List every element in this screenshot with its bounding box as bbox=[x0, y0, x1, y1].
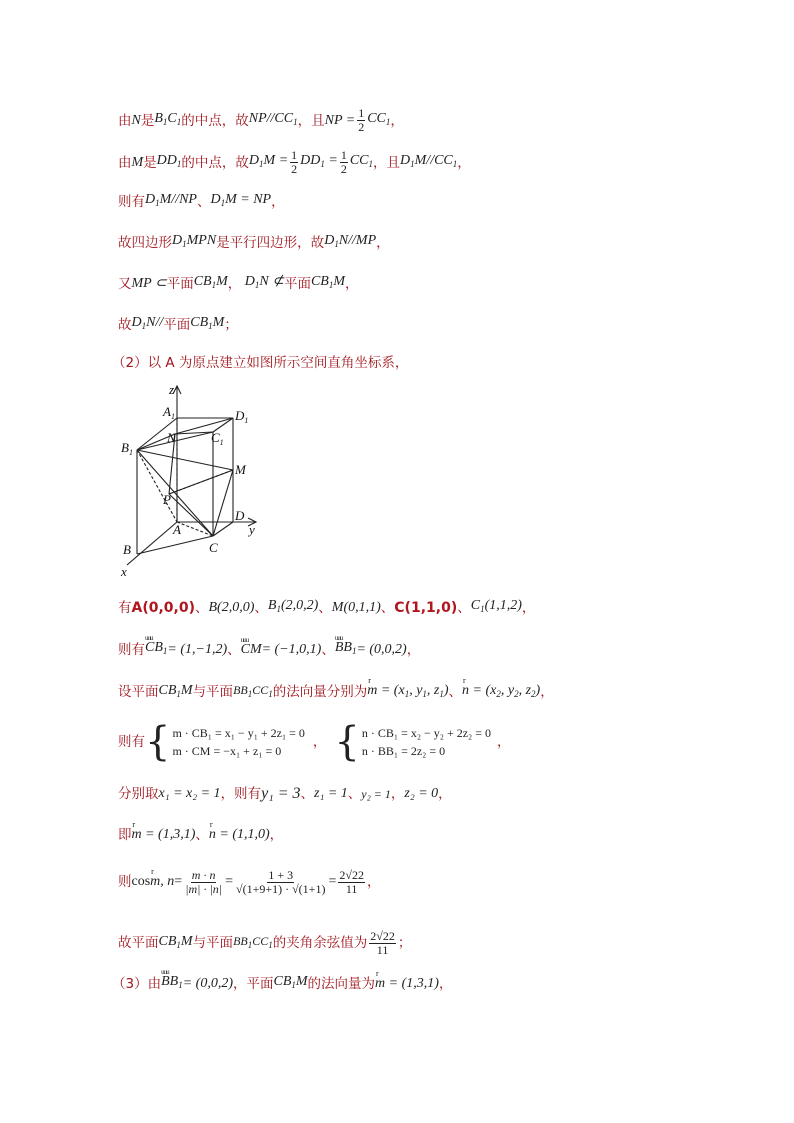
text: ，且 bbox=[373, 154, 401, 171]
text-line-15 bbox=[118, 926, 411, 960]
math: cos bbox=[131, 874, 151, 889]
text: ， bbox=[457, 154, 471, 171]
text: ， bbox=[540, 684, 554, 700]
math: y₁ = 3 bbox=[261, 785, 301, 802]
text: （2）以 A 为原点建立如图所示空间直角坐标系， bbox=[112, 355, 409, 371]
text: （3）由 bbox=[112, 975, 162, 992]
math: $B_1C_1$ bbox=[154, 111, 182, 127]
label-d1: $D_1$ bbox=[235, 408, 249, 425]
math: $C_1(1,1,2)$ bbox=[470, 598, 522, 614]
label-a: A bbox=[173, 522, 181, 537]
text: 的中点，故 bbox=[181, 112, 249, 129]
text: ， bbox=[345, 275, 359, 292]
equation-system-1: m · CB₁ = x₁ − y₁ + 2z₁ = 0 m · CM = −x₁ + z₁ = 0 bbox=[172, 726, 305, 758]
math: $CB_1M$ bbox=[310, 274, 346, 290]
math: $NP//CC_1$ bbox=[248, 111, 298, 127]
math: M(0,1,1) bbox=[331, 599, 381, 615]
text: 的法向量为 bbox=[307, 975, 376, 992]
text: ， bbox=[390, 786, 405, 802]
label-c1: $C_1$ bbox=[211, 430, 224, 447]
math: A(0,0,0) bbox=[131, 599, 195, 616]
text: ， bbox=[438, 975, 453, 992]
text-line-8 bbox=[118, 596, 535, 619]
math: $BB_1CC_1$ bbox=[233, 683, 273, 699]
text: ，平面 bbox=[232, 975, 274, 992]
math: $CB_1M$ bbox=[158, 682, 193, 699]
math: = (0,0,2) bbox=[182, 975, 233, 991]
label-n: N bbox=[167, 430, 176, 445]
text: 平面 bbox=[166, 275, 194, 292]
math: $CC_1$ bbox=[349, 153, 374, 169]
text: 平面 bbox=[283, 275, 311, 292]
text-line-1 bbox=[118, 107, 404, 134]
left-brace: { bbox=[334, 719, 360, 765]
math: $B_1(2,0,2)$ bbox=[267, 598, 319, 614]
math: M bbox=[131, 154, 144, 170]
label-b1: $B_1$ bbox=[121, 440, 133, 457]
text: 、 bbox=[347, 786, 362, 802]
text: ； bbox=[224, 316, 238, 333]
label-d: D bbox=[235, 508, 245, 523]
text: ， bbox=[227, 275, 242, 292]
fraction: $\frac{2√22}{11}$ bbox=[339, 867, 364, 896]
math: r $n = (x_2$, $y_2$, $z_2$) bbox=[462, 681, 540, 704]
text: ， bbox=[390, 112, 404, 129]
math: $DD_1$ bbox=[156, 153, 182, 169]
fraction: $\frac{m \cdot n}{|m| \cdot |n|}$ bbox=[185, 867, 223, 896]
text: ， bbox=[271, 193, 285, 210]
text: ， bbox=[497, 734, 511, 750]
label-b: B bbox=[123, 542, 131, 557]
text-line-2 bbox=[118, 149, 471, 176]
text-line-10 bbox=[118, 680, 554, 704]
math: = (1,−1,2) bbox=[167, 641, 228, 657]
text-line-7 bbox=[112, 353, 408, 373]
text: ，则有 bbox=[220, 786, 262, 802]
text-line-13 bbox=[118, 825, 283, 845]
text: 即 bbox=[118, 827, 132, 843]
math: $D_1N//MP$ bbox=[324, 233, 377, 249]
text: 由 bbox=[118, 112, 132, 129]
math: r $m = (x_1$, $y_1$, $z_1$) bbox=[367, 681, 448, 704]
math: uuu $BB_1$ bbox=[335, 638, 357, 661]
math: $CB_1M$ bbox=[190, 315, 225, 331]
label-p: P bbox=[163, 492, 171, 507]
text: 、 bbox=[196, 193, 211, 210]
text: 则有 bbox=[118, 734, 145, 750]
fraction: $\frac{1}{2}$ bbox=[340, 148, 347, 176]
text: ，且 bbox=[297, 112, 325, 129]
math: = bbox=[225, 874, 233, 889]
math: r m, n bbox=[150, 872, 174, 892]
text: 由 bbox=[118, 154, 132, 171]
text: 则 bbox=[118, 874, 132, 890]
text: 是平行四边形，故 bbox=[216, 234, 325, 251]
text: 、 bbox=[448, 684, 463, 700]
text: ； bbox=[397, 935, 412, 951]
math: MP ⊂ bbox=[131, 275, 167, 291]
text: ， bbox=[269, 827, 284, 843]
math: $D_1MPN$ bbox=[172, 233, 217, 249]
math: $DD_1$ = bbox=[300, 153, 338, 169]
text: 的夹角余弦值为 bbox=[272, 935, 368, 951]
text: 、 bbox=[318, 599, 332, 616]
math: r m = (1,3,1) bbox=[132, 825, 196, 845]
text: 、 bbox=[321, 641, 335, 658]
text: 故 bbox=[118, 316, 132, 333]
text-line-11 bbox=[118, 719, 511, 765]
math: z₂ = 0 bbox=[404, 786, 439, 801]
text: 、 bbox=[195, 599, 209, 616]
text: 与平面 bbox=[192, 684, 234, 700]
text: 的中点，故 bbox=[181, 154, 249, 171]
math: $CB_1M$ bbox=[273, 974, 308, 990]
text: 有 bbox=[118, 599, 132, 616]
label-x: x bbox=[121, 564, 127, 579]
math: y₂ = 1 bbox=[361, 787, 391, 801]
math: uuu CM bbox=[241, 640, 262, 660]
math: $D_1M//CC_1$ bbox=[400, 153, 458, 169]
text: 分别取 bbox=[118, 786, 159, 802]
left-brace: { bbox=[145, 719, 171, 765]
math: NP = bbox=[324, 112, 356, 128]
math: = bbox=[174, 874, 183, 889]
math: $CB_1M$ bbox=[193, 274, 228, 290]
text: 则有 bbox=[118, 641, 145, 658]
text-line-4 bbox=[118, 231, 390, 254]
text-line-5 bbox=[118, 272, 359, 295]
text: ， bbox=[521, 599, 536, 616]
math: uuu $CB_1$ bbox=[145, 638, 167, 661]
text-line-16 bbox=[112, 972, 452, 995]
math: = (0,0,2) bbox=[356, 641, 407, 657]
math: B(2,0,0) bbox=[208, 599, 255, 615]
text: 故平面 bbox=[118, 935, 159, 951]
math: $D_1N//$ bbox=[131, 315, 164, 331]
math: $CC_1$ bbox=[367, 111, 391, 127]
x-axis bbox=[127, 522, 177, 565]
text-line-3 bbox=[118, 190, 285, 213]
label-m: M bbox=[235, 462, 246, 477]
text-line-14 bbox=[118, 862, 380, 902]
math: r n = (1,1,0) bbox=[209, 825, 270, 845]
coordinate-figure bbox=[115, 382, 275, 582]
text: 则有 bbox=[118, 193, 145, 210]
text: 、 bbox=[380, 599, 395, 616]
fraction: $\frac{2√22}{11}$ bbox=[370, 928, 395, 957]
text: 、 bbox=[254, 599, 268, 616]
label-z: z bbox=[169, 382, 175, 397]
equation-system-2: n · CB₁ = x₂ − y₂ + 2z₂ = 0 n · BB₁ = 2z₂ = 0 bbox=[361, 726, 492, 758]
text: 平面 bbox=[163, 316, 191, 333]
text: 又 bbox=[118, 275, 132, 292]
text: 与平面 bbox=[192, 935, 234, 951]
label-y: y bbox=[249, 522, 255, 537]
math: $D_1M$ = NP bbox=[210, 192, 272, 208]
math: $D_1M$ = bbox=[248, 153, 289, 169]
text: 是 bbox=[143, 154, 157, 171]
text: ， bbox=[406, 641, 421, 658]
math: r m = (1,3,1) bbox=[375, 974, 439, 994]
text: ， bbox=[438, 786, 452, 802]
math: $D_1M//NP$ bbox=[145, 192, 197, 208]
math: $BB_1CC_1$ bbox=[233, 934, 273, 950]
text: 的法向量分别为 bbox=[272, 684, 368, 700]
math: $D_1N$ ⊄ bbox=[241, 274, 284, 290]
math: $CB_1M$ bbox=[158, 933, 193, 950]
text: 、 bbox=[300, 786, 315, 802]
math: x₁ = x₂ = 1 bbox=[158, 786, 221, 801]
math: N bbox=[131, 112, 141, 128]
math: z₁ = 1 bbox=[314, 786, 348, 801]
text-line-6 bbox=[118, 313, 238, 336]
math: uuu $BB_1$ bbox=[161, 972, 183, 995]
math: C(1,1,0) bbox=[394, 599, 458, 616]
math: = bbox=[328, 874, 337, 889]
label-c: C bbox=[209, 540, 218, 555]
text: ， bbox=[376, 234, 390, 251]
math: = (−1,0,1) bbox=[261, 641, 322, 657]
text-line-12 bbox=[118, 784, 452, 804]
label-a1: $A_1$ bbox=[163, 404, 175, 421]
text: ， bbox=[312, 734, 327, 750]
text: 、 bbox=[227, 641, 241, 658]
text: 、 bbox=[195, 827, 209, 843]
text: 设平面 bbox=[118, 684, 159, 700]
fraction: $\frac{1}{2}$ bbox=[291, 148, 298, 176]
fraction: $\frac{1 + 3}{√(1+9+1) \cdot √(1+1)}$ bbox=[235, 867, 326, 896]
text: ， bbox=[366, 874, 381, 890]
fraction: $\frac{1}{2}$ bbox=[358, 106, 365, 134]
text-line-9 bbox=[118, 638, 420, 661]
text: 是 bbox=[140, 112, 155, 129]
text: 、 bbox=[457, 599, 471, 616]
text: 故四边形 bbox=[118, 234, 172, 251]
